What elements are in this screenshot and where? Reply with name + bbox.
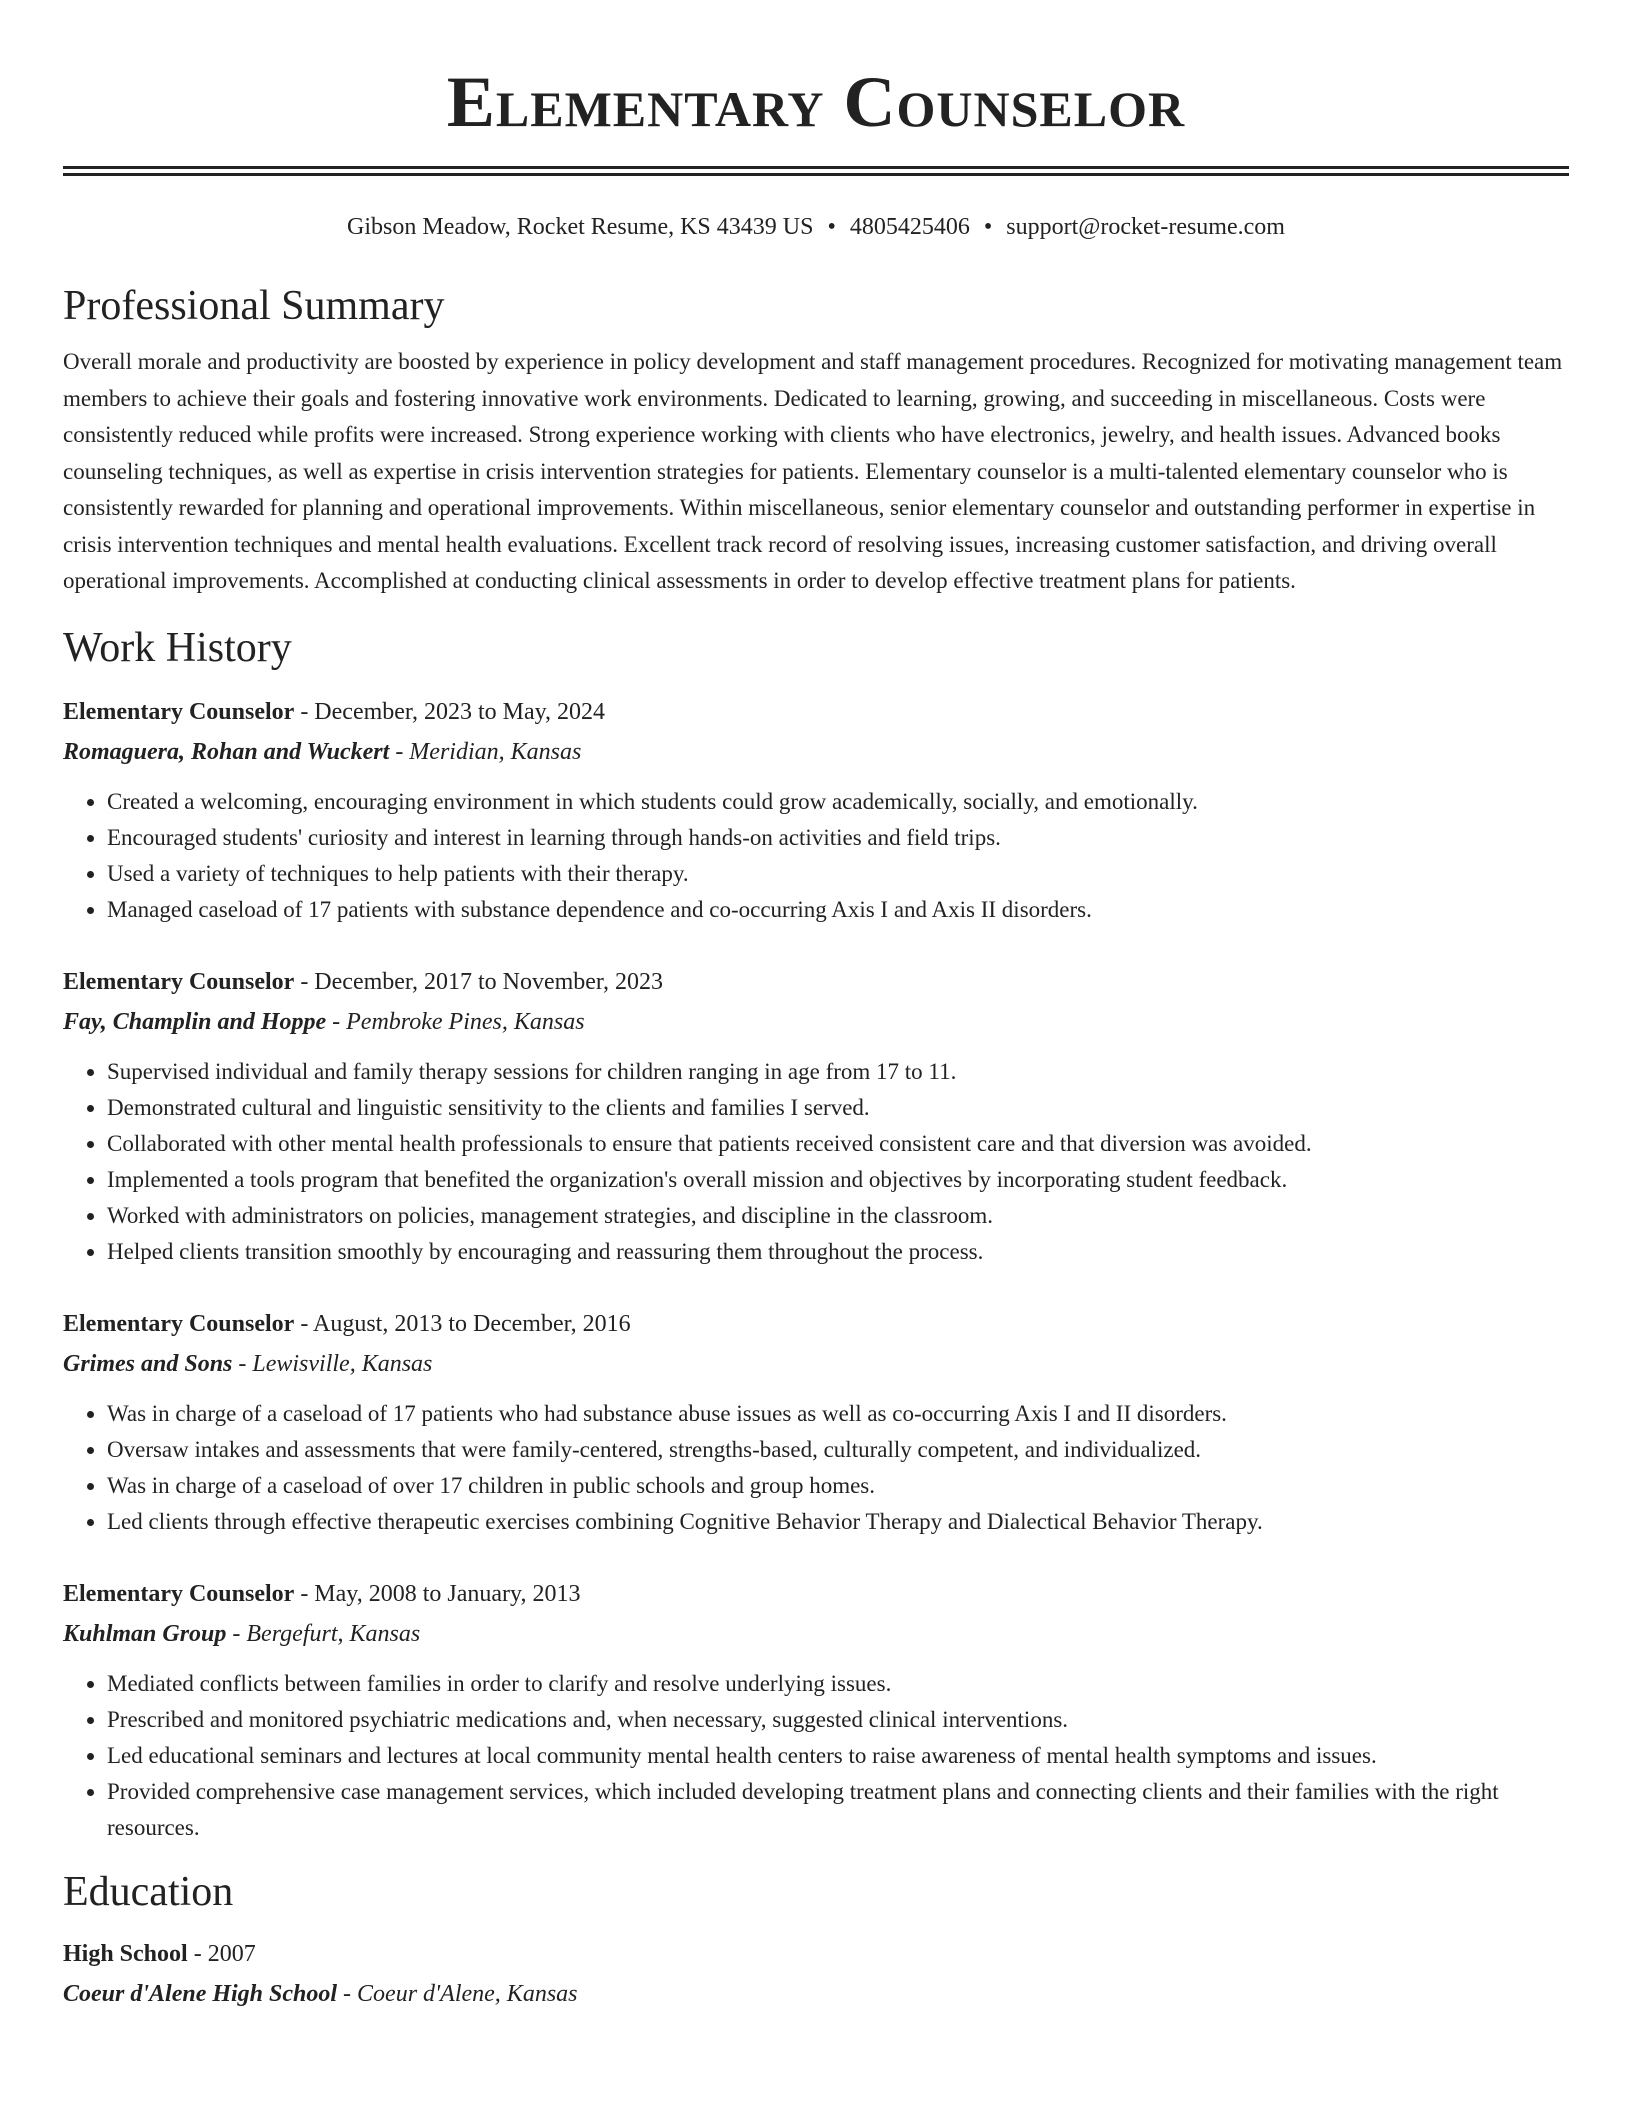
job-bullets: [63, 1054, 1569, 1270]
job-dates: - August, 2013 to December, 2016: [294, 1310, 631, 1337]
work-history-heading: Work History: [63, 624, 292, 671]
company-location: - Meridian, Kansas: [389, 738, 582, 765]
job-bullet: • Led clients through effective therapeutic exercises combining Cognitive Behavior Therapy and Dialectical Behavior Therapy.: [107, 1504, 1569, 1540]
job-bullet: • Collaborated with other mental health professionals to ensure that patients received consistent care and that diversion was avoided.: [107, 1126, 1569, 1162]
company-location: - Pembroke Pines, Kansas: [326, 1008, 585, 1035]
company-line: [63, 732, 1569, 772]
job-entry: [63, 1304, 1569, 1540]
job-bullet: • Prescribed and monitored psychiatric medications and, when necessary, suggested clinical interventions.: [107, 1702, 1569, 1738]
job-bullet: • Worked with administrators on policies, management strategies, and discipline in the classroom.: [107, 1198, 1569, 1234]
company-name: Grimes and Sons: [63, 1350, 233, 1377]
header-divider: [63, 166, 1569, 176]
job-entry: [63, 962, 1569, 1270]
education-degree-line: [63, 1934, 1569, 1974]
job-bullet: • Used a variety of techniques to help patients with their therapy.: [107, 856, 1569, 892]
job-title: Elementary Counselor: [63, 698, 295, 725]
job-bullets: [63, 1666, 1569, 1846]
job-entry: [63, 692, 1569, 928]
job-bullet: • Managed caseload of 17 patients with substance dependence and co-occurring Axis I and Axis II disorders.: [107, 892, 1569, 928]
education-heading: Education: [63, 1868, 234, 1915]
company-name: Kuhlman Group: [63, 1620, 227, 1647]
company-location: - Lewisville, Kansas: [232, 1350, 433, 1377]
job-title-line: [63, 1304, 1569, 1344]
company-name: Fay, Champlin and Hoppe: [63, 1008, 327, 1035]
job-dates: - December, 2023 to May, 2024: [294, 698, 606, 725]
summary-heading: Professional Summary: [63, 283, 445, 329]
job-bullet: • Provided comprehensive case management services, which included developing treatment plans and connecting clients and their families with the right resources.: [107, 1774, 1569, 1846]
company-location: - Bergefurt, Kansas: [226, 1620, 421, 1647]
contact-separator: •: [827, 214, 836, 240]
education-location: - Coeur d'Alene, Kansas: [337, 1980, 578, 2007]
job-title: Elementary Counselor: [63, 1310, 295, 1337]
education-year: - 2007: [187, 1940, 256, 1967]
education-entry: [63, 1934, 1569, 2014]
job-bullet: • Mediated conflicts between families in order to clarify and resolve underlying issues.: [107, 1666, 1569, 1702]
job-bullet: • Was in charge of a caseload of 17 patients who had substance abuse issues as well as co-occurring Axis I and II disorders.: [107, 1396, 1569, 1432]
company-line: [63, 1614, 1569, 1654]
job-bullet: • Supervised individual and family therapy sessions for children ranging in age from 17 to 11.: [107, 1054, 1569, 1090]
company-name: Romaguera, Rohan and Wuckert: [63, 738, 390, 765]
contact-line: [63, 212, 1569, 242]
contact-address: Gibson Meadow, Rocket Resume, KS 43439 US: [347, 214, 814, 240]
summary-text: Overall morale and productivity are boosted by experience in policy development and staff management procedures. Recognized for motivating management team members to achieve their goals and fostering innovative work environments. Dedicated to learning, growing, and succeeding in miscellaneous. Costs were consistently reduced while profits were increased. Strong experience working with clients who have electronics, jewelry, and health issues. Advanced books counseling techniques, as well as expertise in crisis intervention strategies for patients. Elementary counselor is a multi-talented elementary counselor who is consistently rewarded for planning and operational improvements. Within miscellaneous, senior elementary counselor and outstanding performer in expertise in crisis intervention techniques and mental health evaluations. Excellent track record of resolving issues, increasing customer satisfaction, and driving overall operational improvements. Accomplished at conducting clinical assessments in order to develop effective treatment plans for patients.: [63, 349, 1563, 593]
job-title: Elementary Counselor: [63, 968, 295, 995]
candidate-name: Elementary Counselor: [446, 62, 1186, 142]
job-bullet: • Demonstrated cultural and linguistic sensitivity to the clients and families I served.: [107, 1090, 1569, 1126]
education-school-line: [63, 1974, 1569, 2014]
contact-separator: •: [983, 214, 993, 240]
company-line: [63, 1344, 1569, 1384]
job-bullets: [63, 784, 1569, 928]
contact-phone: 4805425406: [849, 214, 970, 240]
education-degree: High School: [63, 1940, 188, 1967]
job-bullet: • Helped clients transition smoothly by encouraging and reassuring them throughout the process.: [107, 1234, 1569, 1270]
job-dates: - December, 2017 to November, 2023: [294, 968, 663, 995]
job-bullet: • Led educational seminars and lectures at local community mental health centers to raise awareness of mental health symptoms and issues.: [107, 1738, 1569, 1774]
education-school: Coeur d'Alene High School: [63, 1980, 338, 2007]
job-title-line: [63, 1574, 1569, 1614]
job-bullet: • Oversaw intakes and assessments that were family-centered, strengths-based, culturally competent, and individualized.: [107, 1432, 1569, 1468]
job-dates: - May, 2008 to January, 2013: [294, 1580, 581, 1607]
job-bullet: • Encouraged students' curiosity and interest in learning through hands-on activities and field trips.: [107, 820, 1569, 856]
job-title-line: [63, 962, 1569, 1002]
job-bullet: • Implemented a tools program that benefited the organization's overall mission and objectives by incorporating student feedback.: [107, 1162, 1569, 1198]
company-line: [63, 1002, 1569, 1042]
job-title-line: [63, 692, 1569, 732]
job-title: Elementary Counselor: [63, 1580, 295, 1607]
job-bullets: [63, 1396, 1569, 1540]
job-bullet: • Was in charge of a caseload of over 17 children in public schools and group homes.: [107, 1468, 1569, 1504]
contact-email: support@rocket-resume.com: [1006, 214, 1285, 240]
job-entry: [63, 1574, 1569, 1846]
job-bullet: • Created a welcoming, encouraging environment in which students could grow academically, socially, and emotionally.: [107, 784, 1569, 820]
